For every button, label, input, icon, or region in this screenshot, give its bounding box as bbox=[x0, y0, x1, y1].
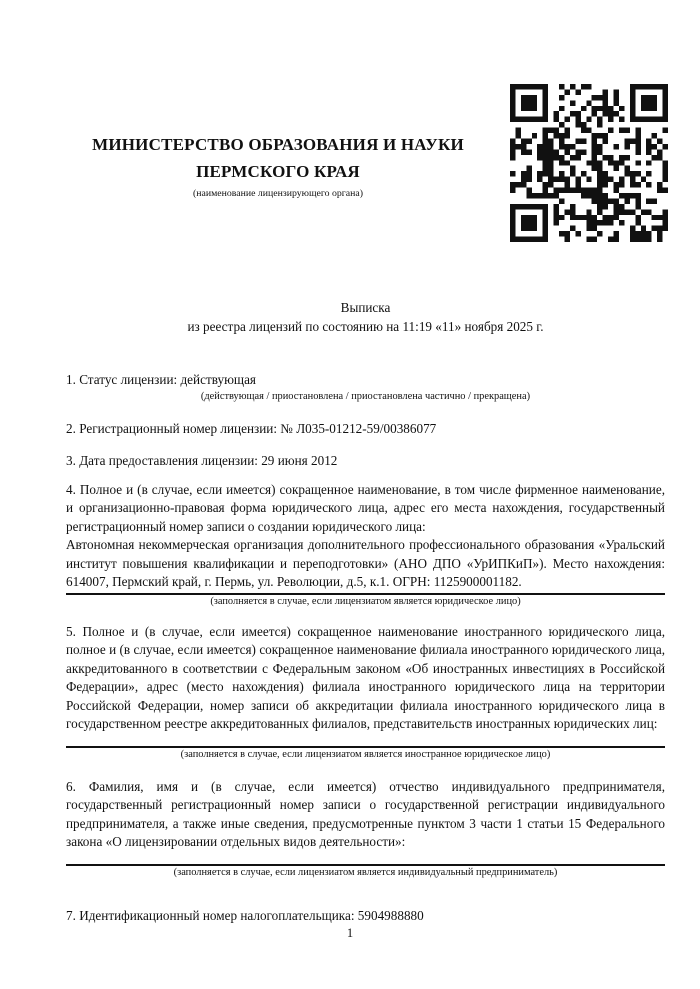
field-registration-number: 2. Регистрационный номер лицензии: № Л035-01212-59/00386077 bbox=[66, 420, 437, 436]
legal-entity-caption: (заполняется в случае, если лицензиатом является юридическое лицо) bbox=[210, 595, 521, 607]
ministry-caption: (наименование лицензирующего органа) bbox=[192, 188, 363, 199]
field-taxpayer-id: 7. Идентификационный номер налогоплательщика: 5904988880 bbox=[66, 907, 424, 923]
field-license-date: 3. Дата предоставления лицензии: 29 июня 2012 bbox=[66, 453, 338, 468]
qr-code-icon bbox=[510, 84, 668, 242]
foreign-entity-label: 5. Полное и (в случае, если имеется) сокращенное наименование иностранного юридического лица, полное и (в случае, если имеется) сокращенное наименование филиала иностранного юридического лица, аккредитованного в соответствии с Федеральным законом «Об иностранных инвестициях в Российской Федерации», адрес (место нахождения) филиала иностранного юридического лица на территории Российской Федерации, номер записи об аккредитации филиала иностранного юридического лица в государственном реестре аккредитованных филиалов, представительств иностранных юридических лиц: bbox=[66, 623, 665, 731]
ministry-name-line2: ПЕРМСКОГО КРАЯ bbox=[196, 162, 360, 181]
field-legal-entity bbox=[66, 481, 665, 609]
individual-entrepreneur-label: 6. Фамилия, имя и (в случае, если имеется) отчество индивидуального предпринимателя, государственный регистрационный номер записи о государственной регистрации индивидуального предпринимателя, а также иные сведения, предусмотренные пунктом 3 части 1 статьи 15 Федерального закона «О лицензировании отдельных видов деятельности»: bbox=[66, 778, 665, 849]
license-status-caption: (действующая / приостановлена / приостановлена частично / прекращена) bbox=[200, 390, 531, 402]
document-body bbox=[66, 299, 665, 925]
foreign-entity-caption: (заполняется в случае, если лицензиатом является иностранное юридическое лицо) bbox=[180, 748, 551, 760]
individual-entrepreneur-caption: (заполняется в случае, если лицензиатом является индивидуальный предприниматель) bbox=[173, 866, 558, 878]
page-number: 1 bbox=[346, 926, 354, 940]
field-foreign-entity bbox=[66, 623, 665, 762]
legal-entity-label: 4. Полное и (в случае, если имеется) сокращенное наименование, в том числе фирменное наименование, и организационно-правовая форма юридического лица, адрес его места нахождения, государственный регистрационный номер записи о создании юридического лица: bbox=[66, 481, 665, 534]
field-individual-entrepreneur bbox=[66, 778, 665, 880]
legal-entity-value: Автономная некоммерческая организация дополнительного профессионального образования «Уральский институт повышения квалификации и переподготовки» (АНО ДПО «УрИПКиП»). Место нахождения: 614007, Пермский край, г. Пермь, ул. Революции, д.5, к.1. ОГРН: 1125900001182. bbox=[66, 537, 665, 589]
ministry-name-line1: МИНИСТЕРСТВО ОБРАЗОВАНИЯ И НАУКИ bbox=[92, 135, 464, 154]
document-title-line1: Выписка bbox=[340, 300, 391, 315]
document-title bbox=[66, 299, 665, 336]
license-status-text: 1. Статус лицензии: действующая bbox=[66, 372, 257, 387]
ministry-header bbox=[66, 131, 490, 200]
field-license-status bbox=[66, 371, 665, 404]
document-title-line2: из реестра лицензий по состоянию на 11:19 «11» ноября 2025 г. bbox=[187, 318, 544, 334]
